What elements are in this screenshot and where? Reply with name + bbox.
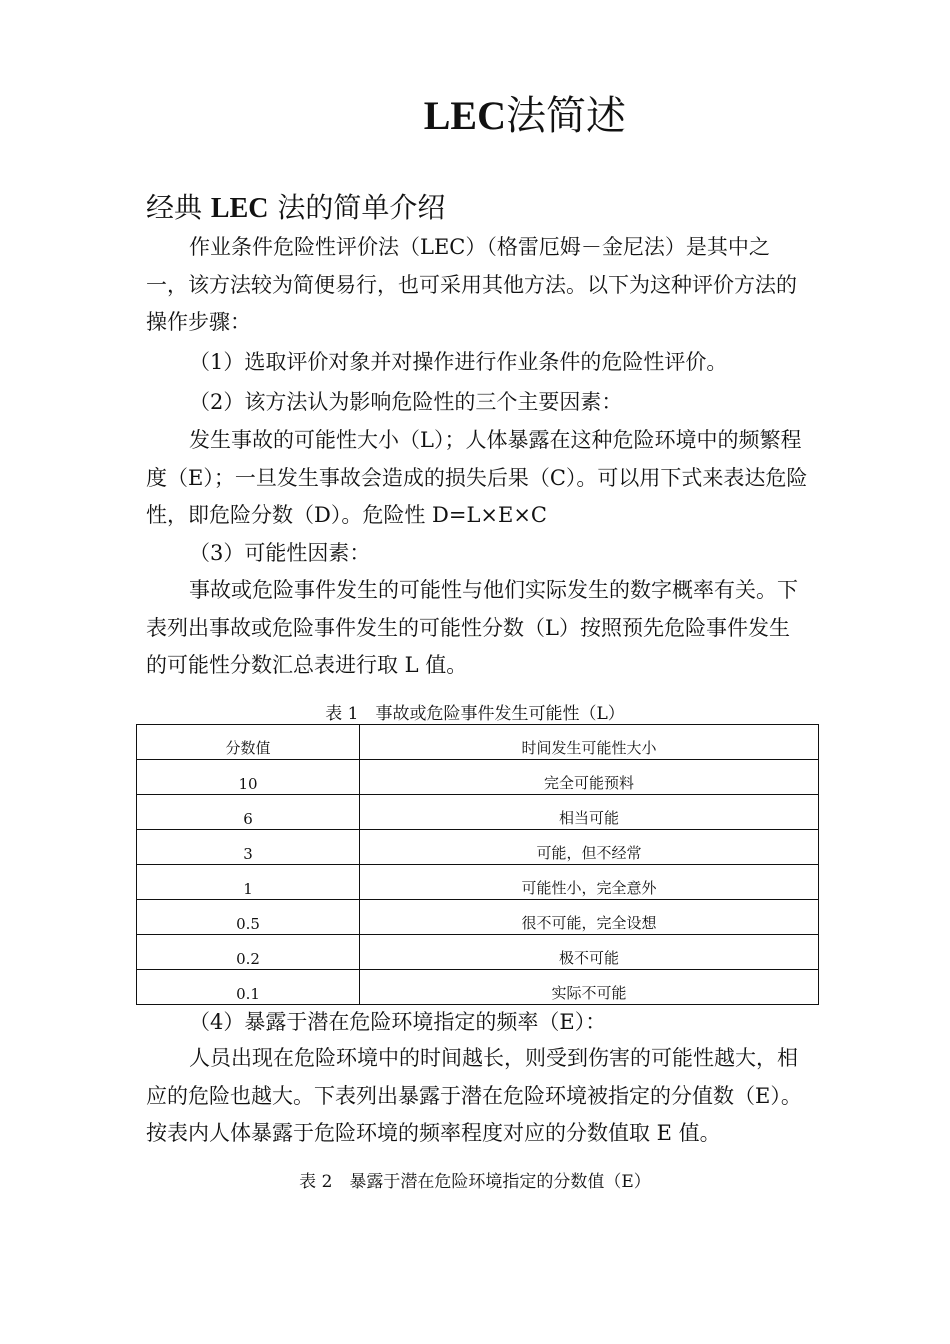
table2-caption: 表 2 暴露于潜在危险环境指定的分数值（E） — [299, 1172, 651, 1192]
table-cell-score: 0.1 — [137, 970, 360, 1005]
table-row — [137, 900, 819, 935]
table-cell-likelihood: 可能，但不经常 — [360, 830, 819, 865]
section-heading — [146, 186, 445, 226]
title-latin: LEC — [423, 93, 506, 138]
table-row — [137, 970, 819, 1005]
table-cell-likelihood: 极不可能 — [360, 935, 819, 970]
table-cell-score: 6 — [137, 795, 360, 830]
table-cell-score: 10 — [137, 760, 360, 795]
table-cell-score: 0.2 — [137, 935, 360, 970]
table-header-row — [137, 725, 819, 760]
step-4: （4）暴露于潜在危险环境指定的频率（E）： — [189, 1010, 607, 1034]
intro-paragraph: 作业条件危险性评价法（LEC）（格雷厄姆－金尼法）是其中之一，该方法较为简便易行，也可采用其他方法。以下为这种评价方法的操作步骤： — [146, 235, 797, 334]
section-heading-latin: LEC — [210, 193, 269, 224]
section-heading-prefix: 经典 — [146, 191, 211, 224]
step-3: （3）可能性因素： — [189, 541, 371, 565]
table-cell-likelihood: 可能性小，完全意外 — [360, 865, 819, 900]
table-cell-likelihood: 实际不可能 — [360, 970, 819, 1005]
table-cell-likelihood: 完全可能预料 — [360, 760, 819, 795]
exposure-paragraph: 人员出现在危险环境中的时间越长，则受到伤害的可能性越大，相应的危险也越大。下表列出暴露于潜在危险环境被指定的分值数（E）。按表内人体暴露于危险环境的频率程度对应的分数值取 E 值。 — [146, 1046, 802, 1145]
probability-table — [136, 724, 819, 1005]
factors-paragraph: 发生事故的可能性大小（L）；人体暴露在这种危险环境中的频繁程度（E）；一旦发生事故会造成的损失后果（C）。可以用下式来表达危险性，即危险分数（D）。危险性 D=L×E×C — [146, 428, 808, 527]
table-cell-score: 3 — [137, 830, 360, 865]
probability-paragraph: 事故或危险事件发生的可能性与他们实际发生的数字概率有关。下表列出事故或危险事件发生的可能性分数（L）按照预先危险事件发生的可能性分数汇总表进行取 L 值。 — [146, 578, 798, 677]
page-title — [0, 84, 950, 141]
step-1: （1）选取评价对象并对操作进行作业条件的危险性评价。 — [189, 350, 728, 374]
table-row — [137, 795, 819, 830]
table-cell-score: 1 — [137, 865, 360, 900]
table-cell-score: 0.5 — [137, 900, 360, 935]
table-row — [137, 935, 819, 970]
table-header-likelihood: 时间发生可能性大小 — [360, 725, 819, 760]
table-row — [137, 760, 819, 795]
table-cell-likelihood: 很不可能，完全设想 — [360, 900, 819, 935]
table-row — [137, 830, 819, 865]
step-2: （2）该方法认为影响危险性的三个主要因素： — [189, 390, 623, 414]
title-cjk: 法简述 — [506, 93, 626, 139]
section-heading-suffix: 法的简单介绍 — [268, 191, 446, 224]
table-row — [137, 865, 819, 900]
table-header-score: 分数值 — [137, 725, 360, 760]
table-cell-likelihood: 相当可能 — [360, 795, 819, 830]
table1-caption: 表 1 事故或危险事件发生可能性（L） — [325, 704, 625, 724]
